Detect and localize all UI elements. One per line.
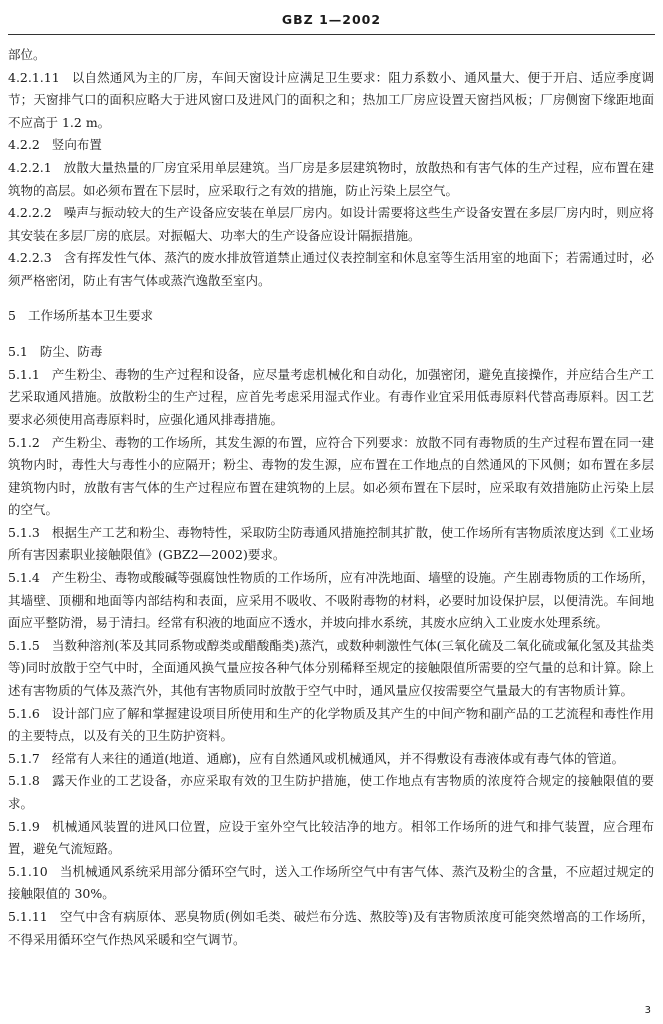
header-rule [8,34,655,35]
paragraph-4-2-2-1: 4.2.2.1 放散大量热量的厂房宜采用单层建筑。当厂房是多层建筑物时，放散热和有害气体的生产过程，应布置在建筑物的高层。如必须布置在下层时，应采取行之有效的措施，防止污染上层空气。 [8,159,654,198]
paragraph-4-2-2-2: 4.2.2.2 噪声与振动较大的生产设备应安装在单层厂房内。如设计需要将这些生产设备安置在多层厂房内时，则应将其安装在多层厂房的底层。对振幅大、功率大的生产设备应设计隔振措施。 [8,205,654,243]
paragraph-5-1-3: 5.1.3 根据生产工艺和粉尘、毒物特性，采取防尘防毒通风措施控制其扩散，使工作场所有害物质浓度达到《工业场所有害因素职业接触限值》(GBZ2—2002)要求。 [8,524,654,563]
paragraph-5-1-1: 5.1.1 产生粉尘、毒物的生产过程和设备，应尽量考虑机械化和自动化，加强密闭，避免直接操作，并应结合生产工艺采取通风措施。放散粉尘的生产过程，应首先考虑采用湿式作业。有毒作业宜采用低毒原料代替高毒原料。因工艺要求必须使用高毒原料时，应强化通风排毒措施。 [8,366,654,427]
heading-4-2-2: 4.2.2 竖向布置 [8,137,102,153]
paragraph-continuation: 部位。 [8,47,46,62]
paragraph-5-1-7: 5.1.7 经常有人来往的通道(地道、通廊)，应有自然通风或机械通风，并不得敷设有毒液体或有毒气体的管道。 [8,750,625,766]
paragraph-5-1-2: 5.1.2 产生粉尘、毒物的工作场所，其发生源的布置，应符合下列要求：放散不同有毒物质的生产过程布置在同一建筑物内时，毒性大与毒性小的应隔开；粉尘、毒物的发生源，应布置在工作地点的自然通风的下风侧；如布置在多层建筑物内时，放散有害气体的生产过程应布置在建筑物的上层。如必须布置在下层时，应采取有效措施防止污染上层的空气。 [8,434,654,518]
section-heading-5: 5 工作场所基本卫生要求 [8,307,153,323]
paragraph-5-1-5: 5.1.5 当数种溶剂(苯及其同系物或醇类或醋酸酯类)蒸汽，或数种刺激性气体(三氧化硫及二氧化硫或氟化氢及其盐类等)同时放散于空气中时，全面通风换气量应按各种气体分别稀释至规定的接触限值所需要的空气量的总和计算。除上述有害物质的气体及蒸汽外，其他有害物质同时放散于空气中时，通风量应仅按需要空气量最大的有害物质计算。 [8,637,654,699]
paragraph-5-1-8: 5.1.8 露天作业的工艺设备，亦应采取有效的卫生防护措施，使工作地点有害物质的浓度符合规定的接触限值的要求。 [8,773,654,811]
document-body [8,44,654,951]
paragraph-4-2-2-3: 4.2.2.3 含有挥发性气体、蒸汽的废水排放管道禁止通过仪表控制室和休息室等生活用室的地面下；若需通过时，必须严格密闭，防止有害气体或蒸汽逸散至室内。 [8,250,654,288]
document-header: GBZ 1—2002 [281,12,382,27]
page-number: 3 [644,1005,651,1016]
paragraph-5-1-6: 5.1.6 设计部门应了解和掌握建设项目所使用和生产的化学物质及其产生的中间产物和副产品的工艺流程和毒性作用的主要特点，以及有关的卫生防护资料。 [8,705,654,744]
paragraph-5-1-11: 5.1.11 空气中含有病原体、恶臭物质(例如毛类、破烂布分选、熬胶等)及有害物质浓度可能突然增高的工作场所，不得采用循环空气作热风采暖和空气调节。 [8,908,654,947]
heading-5-1: 5.1 防尘、防毒 [8,344,103,360]
paragraph-5-1-4: 5.1.4 产生粉尘、毒物或酸碱等强腐蚀性物质的工作场所，应有冲洗地面、墙壁的设施。产生剧毒物质的工作场所，其墙壁、顶棚和地面等内部结构和表面，应采用不吸收、不吸附毒物的材料，必要时加设保护层，以便清洗。车间地面应平整防滑，易于清扫。经常有积液的地面应不透水，并坡向排水系统，其废水应纳入工业废水处理系统。 [8,570,654,631]
paragraph-4-2-1-11: 4.2.1.11 以自然通风为主的厂房，车间天窗设计应满足卫生要求：阻力系数小、通风量大、便于开启、适应季度调节；天窗排气口的面积应略大于进风窗口及进风门的面积之和；热加工厂房应设置天窗挡风板；厂房侧窗下缘距地面不应高于 1.2 m。 [8,69,654,130]
paragraph-5-1-10: 5.1.10 当机械通风系统采用部分循环空气时，送入工作场所空气中有害气体、蒸汽及粉尘的含量，不应超过规定的接触限值的 30%。 [8,863,654,902]
paragraph-5-1-9: 5.1.9 机械通风装置的进风口位置，应设于室外空气比较洁净的地方。相邻工作场所的进气和排气装置，应合理布置，避免气流短路。 [8,818,654,857]
